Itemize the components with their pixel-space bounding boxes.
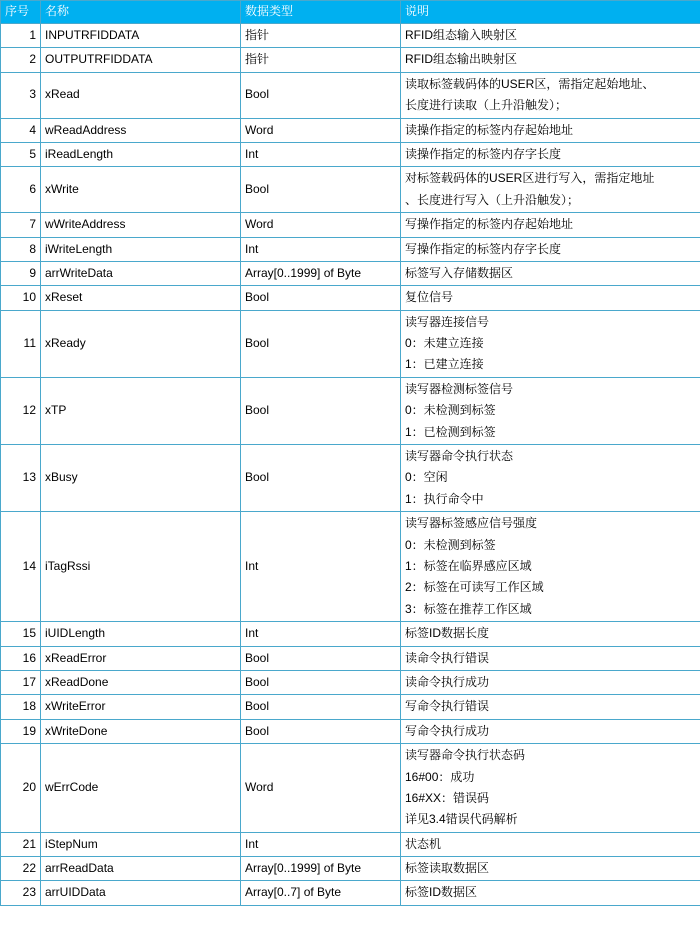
cell-seq: 13 xyxy=(1,445,41,512)
cell-desc xyxy=(401,310,700,377)
cell-seq: 19 xyxy=(1,719,41,743)
cell-name: iReadLength xyxy=(41,142,241,166)
desc-line-group xyxy=(405,447,696,509)
desc-line-group xyxy=(405,649,696,668)
cell-desc xyxy=(401,167,700,213)
desc-line: 1：执行命令中 xyxy=(405,491,484,506)
desc-line: 读写器标签感应信号强度 xyxy=(405,516,538,531)
table-row xyxy=(1,512,700,622)
table-row xyxy=(1,445,700,512)
table-row xyxy=(1,237,700,261)
table-row xyxy=(1,142,700,166)
cell-seq: 17 xyxy=(1,670,41,694)
desc-line: 读操作指定的标签内存字长度 xyxy=(405,146,562,161)
cell-name: arrUIDData xyxy=(41,881,241,905)
cell-name: wWriteAddress xyxy=(41,213,241,237)
desc-line-group xyxy=(405,121,696,140)
cell-name: xBusy xyxy=(41,445,241,512)
desc-line: 标签读取数据区 xyxy=(405,861,490,876)
desc-line: 读写器连接信号 xyxy=(405,314,490,329)
table-row xyxy=(1,719,700,743)
desc-line-group xyxy=(405,288,696,307)
table-row xyxy=(1,744,700,833)
table-row xyxy=(1,881,700,905)
desc-line: 2：标签在可读写工作区域 xyxy=(405,580,544,595)
cell-type: Word xyxy=(241,118,401,142)
column-header-seq: 序号 xyxy=(1,1,41,24)
cell-desc xyxy=(401,377,700,444)
cell-desc xyxy=(401,48,700,72)
column-header-name: 名称 xyxy=(41,1,241,24)
desc-line: 0：未检测到标签 xyxy=(405,403,496,418)
desc-line-group xyxy=(405,859,696,878)
cell-type: 指针 xyxy=(241,48,401,72)
cell-desc xyxy=(401,646,700,670)
desc-line-group xyxy=(405,313,696,375)
cell-name: INPUTRFIDDATA xyxy=(41,24,241,48)
cell-name: arrWriteData xyxy=(41,261,241,285)
cell-name: xReset xyxy=(41,286,241,310)
cell-name: xTP xyxy=(41,377,241,444)
desc-line: 3：标签在推荐工作区域 xyxy=(405,601,532,616)
desc-line: 读命令执行错误 xyxy=(405,650,490,665)
desc-line: 读取标签载码体的USER区，需指定起始地址、 xyxy=(405,76,655,91)
table-header xyxy=(1,1,700,24)
cell-seq: 21 xyxy=(1,832,41,856)
cell-desc xyxy=(401,142,700,166)
cell-seq: 15 xyxy=(1,622,41,646)
cell-seq: 18 xyxy=(1,695,41,719)
cell-name: xRead xyxy=(41,72,241,118)
cell-desc xyxy=(401,213,700,237)
desc-line-group xyxy=(405,169,696,210)
column-header-desc: 说明 xyxy=(401,1,700,24)
desc-line: 复位信号 xyxy=(405,290,454,305)
column-header-type: 数据类型 xyxy=(241,1,401,24)
desc-line: RFID组态输入映射区 xyxy=(405,28,517,42)
cell-type: 指针 xyxy=(241,24,401,48)
cell-type: Int xyxy=(241,512,401,622)
table-row xyxy=(1,832,700,856)
cell-desc xyxy=(401,286,700,310)
cell-type: Int xyxy=(241,142,401,166)
cell-type: Bool xyxy=(241,646,401,670)
cell-name: xReadError xyxy=(41,646,241,670)
cell-type: Int xyxy=(241,622,401,646)
cell-desc xyxy=(401,237,700,261)
cell-desc xyxy=(401,695,700,719)
table-row xyxy=(1,24,700,48)
cell-type: Bool xyxy=(241,167,401,213)
cell-name: iWriteLength xyxy=(41,237,241,261)
table-row xyxy=(1,377,700,444)
desc-line: RFID组态输出映射区 xyxy=(405,52,517,67)
cell-type: Bool xyxy=(241,377,401,444)
cell-desc xyxy=(401,670,700,694)
cell-type: Bool xyxy=(241,670,401,694)
table-row xyxy=(1,261,700,285)
cell-name: iUIDLength xyxy=(41,622,241,646)
desc-line: 写操作指定的标签内存字长度 xyxy=(405,241,562,256)
cell-type: Int xyxy=(241,832,401,856)
cell-seq: 11 xyxy=(1,310,41,377)
desc-line: 1：已建立连接 xyxy=(405,357,484,372)
cell-desc xyxy=(401,622,700,646)
table-header-row xyxy=(1,1,700,24)
desc-line-group xyxy=(405,26,696,45)
desc-line-group xyxy=(405,624,696,643)
desc-line: 1：标签在临界感应区域 xyxy=(405,558,532,573)
cell-seq: 22 xyxy=(1,857,41,881)
cell-seq: 10 xyxy=(1,286,41,310)
cell-seq: 23 xyxy=(1,881,41,905)
cell-name: xWrite xyxy=(41,167,241,213)
cell-name: xReady xyxy=(41,310,241,377)
cell-name: arrReadData xyxy=(41,857,241,881)
cell-type: Bool xyxy=(241,695,401,719)
cell-seq: 2 xyxy=(1,48,41,72)
desc-line: 16#XX：错误码 xyxy=(405,790,490,805)
cell-name: xWriteError xyxy=(41,695,241,719)
cell-desc xyxy=(401,24,700,48)
cell-desc xyxy=(401,512,700,622)
cell-type: Word xyxy=(241,213,401,237)
cell-seq: 6 xyxy=(1,167,41,213)
table-row xyxy=(1,622,700,646)
table-body xyxy=(1,24,700,906)
cell-desc xyxy=(401,445,700,512)
cell-seq: 4 xyxy=(1,118,41,142)
table-row xyxy=(1,670,700,694)
table-row xyxy=(1,695,700,719)
desc-line-group xyxy=(405,514,696,619)
desc-line: 读写器命令执行状态 xyxy=(405,449,514,464)
cell-seq: 20 xyxy=(1,744,41,833)
desc-line: 标签写入存储数据区 xyxy=(405,265,514,280)
desc-line: 0：未检测到标签 xyxy=(405,537,496,552)
cell-type: Array[0..1999] of Byte xyxy=(241,857,401,881)
desc-line-group xyxy=(405,75,696,116)
desc-line: 、长度进行写入（上升沿触发）； xyxy=(405,192,580,207)
desc-line: 写命令执行成功 xyxy=(405,723,490,738)
desc-line: 读操作指定的标签内存起始地址 xyxy=(405,122,574,137)
desc-line: 对标签载码体的USER区进行写入，需指定地址 xyxy=(405,171,655,186)
desc-line-group xyxy=(405,264,696,283)
desc-line-group xyxy=(405,145,696,164)
cell-type: Bool xyxy=(241,445,401,512)
cell-seq: 1 xyxy=(1,24,41,48)
table-row xyxy=(1,213,700,237)
cell-seq: 14 xyxy=(1,512,41,622)
cell-desc xyxy=(401,832,700,856)
cell-name: OUTPUTRFIDDATA xyxy=(41,48,241,72)
cell-seq: 5 xyxy=(1,142,41,166)
cell-type: Bool xyxy=(241,310,401,377)
desc-line: 标签ID数据长度 xyxy=(405,626,490,641)
cell-desc xyxy=(401,881,700,905)
desc-line: 状态机 xyxy=(405,836,442,851)
cell-desc xyxy=(401,118,700,142)
table-row xyxy=(1,48,700,72)
table-row xyxy=(1,646,700,670)
table-row xyxy=(1,310,700,377)
cell-type: Array[0..1999] of Byte xyxy=(241,261,401,285)
cell-type: Bool xyxy=(241,719,401,743)
cell-type: Int xyxy=(241,237,401,261)
table-row xyxy=(1,857,700,881)
cell-type: Bool xyxy=(241,286,401,310)
desc-line-group xyxy=(405,746,696,830)
cell-seq: 3 xyxy=(1,72,41,118)
desc-line-group xyxy=(405,50,696,69)
table-row xyxy=(1,118,700,142)
cell-name: xReadDone xyxy=(41,670,241,694)
desc-line-group xyxy=(405,722,696,741)
table-row xyxy=(1,72,700,118)
desc-line: 0：空闲 xyxy=(405,470,448,485)
cell-seq: 9 xyxy=(1,261,41,285)
desc-line: 读写器检测标签信号 xyxy=(405,381,514,396)
cell-name: iTagRssi xyxy=(41,512,241,622)
cell-type: Bool xyxy=(241,72,401,118)
desc-line: 读写器命令执行状态码 xyxy=(405,748,526,763)
desc-line: 写命令执行错误 xyxy=(405,699,490,714)
desc-line: 标签ID数据区 xyxy=(405,885,478,900)
desc-line: 长度进行读取（上升沿触发）； xyxy=(405,98,568,113)
desc-line: 1：已检测到标签 xyxy=(405,424,496,439)
cell-seq: 12 xyxy=(1,377,41,444)
cell-name: xWriteDone xyxy=(41,719,241,743)
desc-line: 详见3.4错误代码解析 xyxy=(405,812,518,827)
desc-line-group xyxy=(405,835,696,854)
cell-seq: 8 xyxy=(1,237,41,261)
desc-line-group xyxy=(405,240,696,259)
desc-line: 0：未建立连接 xyxy=(405,336,484,351)
cell-desc xyxy=(401,857,700,881)
cell-desc xyxy=(401,72,700,118)
cell-desc xyxy=(401,261,700,285)
cell-desc xyxy=(401,719,700,743)
desc-line: 16#00：成功 xyxy=(405,769,475,784)
cell-name: wErrCode xyxy=(41,744,241,833)
desc-line-group xyxy=(405,215,696,234)
cell-type: Word xyxy=(241,744,401,833)
cell-type: Array[0..7] of Byte xyxy=(241,881,401,905)
cell-name: wReadAddress xyxy=(41,118,241,142)
cell-seq: 7 xyxy=(1,213,41,237)
desc-line-group xyxy=(405,673,696,692)
cell-seq: 16 xyxy=(1,646,41,670)
table-row xyxy=(1,167,700,213)
desc-line-group xyxy=(405,697,696,716)
desc-line-group xyxy=(405,883,696,902)
desc-line: 写操作指定的标签内存起始地址 xyxy=(405,217,574,232)
cell-desc xyxy=(401,744,700,833)
table-row xyxy=(1,286,700,310)
desc-line: 读命令执行成功 xyxy=(405,674,490,689)
cell-name: iStepNum xyxy=(41,832,241,856)
desc-line-group xyxy=(405,380,696,442)
